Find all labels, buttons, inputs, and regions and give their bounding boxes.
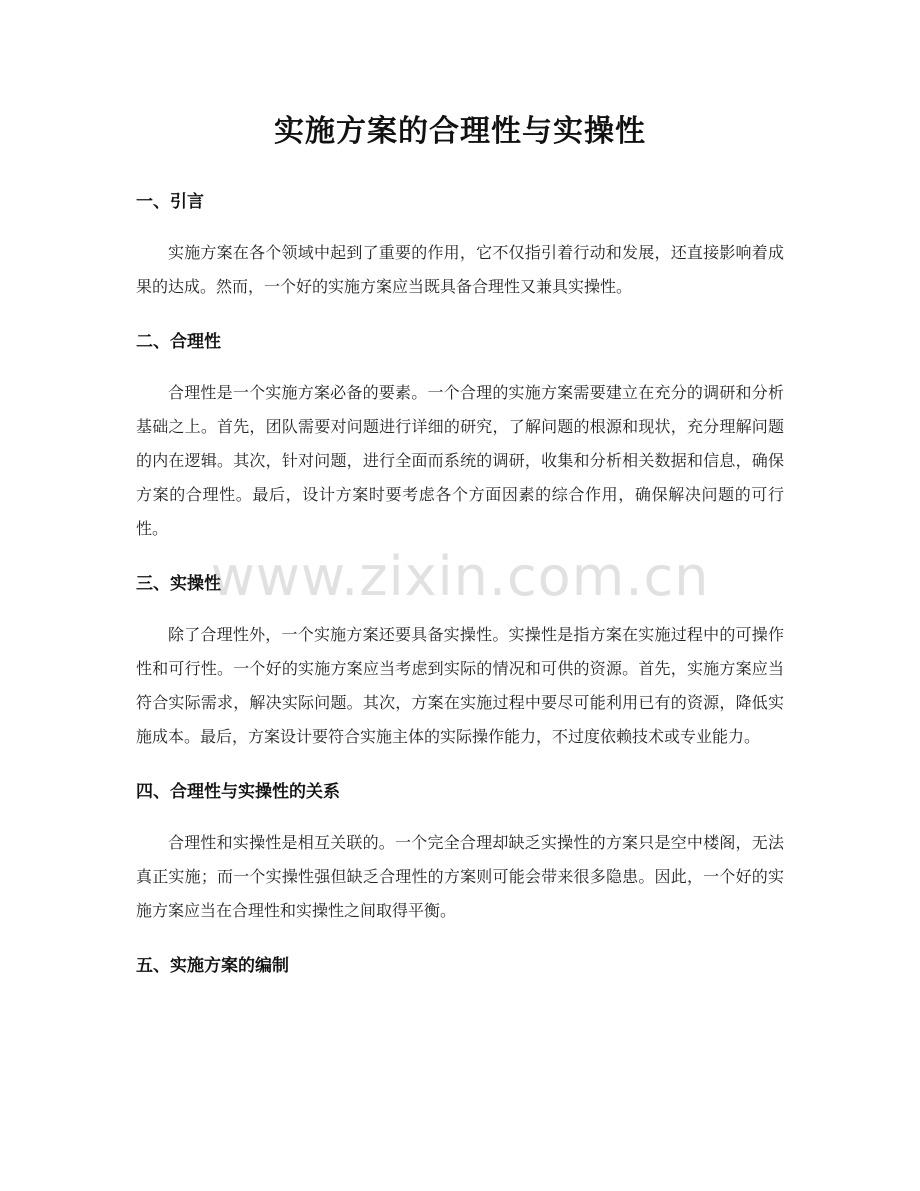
section-paragraph-practicality: 除了合理性外，一个实施方案还要具备实操性。实操性是指方案在实施过程中的可操作性和可行性。一个好的实施方案应当考虑到实际的情况和可供的资源。首先，实施方案应当符合实际需求，解决实际问题。其次，方案在实施过程中要尽可能利用已有的资源，降低实施成本。最后，方案设计要符合实施主体的实际操作能力，不过度依赖技术或专业能力。 [136, 625, 784, 746]
section-paragraph-rationality: 合理性是一个实施方案必备的要素。一个合理的实施方案需要建立在充分的调研和分析基础之上。首先，团队需要对问题进行详细的研究，了解问题的根源和现状，充分理解问题的内在逻辑。其次，针对问题，进行全面而系统的调研，收集和分析相关数据和信息，确保方案的合理性。最后，设计方案时要考虑各个方面因素的综合作用，确保解决问题的可行性。 [136, 383, 784, 538]
section-heading-introduction: 一、引言 [136, 192, 204, 212]
section-paragraph-introduction: 实施方案在各个领域中起到了重要的作用，它不仅指引着行动和发展，还直接影响着成果的达成。然而，一个好的实施方案应当既具备合理性又兼具实操性。 [136, 243, 784, 296]
watermark-text: www.zixin.com.cn [210, 545, 710, 608]
document-title: 实施方案的合理性与实操性 [274, 114, 646, 149]
section-heading-rationality: 二、合理性 [136, 332, 221, 352]
section-paragraph-relationship: 合理性和实操性是相互关联的。一个完全合理却缺乏实操性的方案只是空中楼阁，无法真正实施；而一个实操性强但缺乏合理性的方案则可能会带来很多隐患。因此，一个好的实施方案应当在合理性和实操性之间取得平衡。 [136, 833, 784, 920]
section-heading-relationship: 四、合理性与实操性的关系 [136, 782, 340, 802]
section-heading-practicality: 三、实操性 [136, 574, 221, 594]
section-heading-compilation: 五、实施方案的编制 [136, 956, 289, 976]
